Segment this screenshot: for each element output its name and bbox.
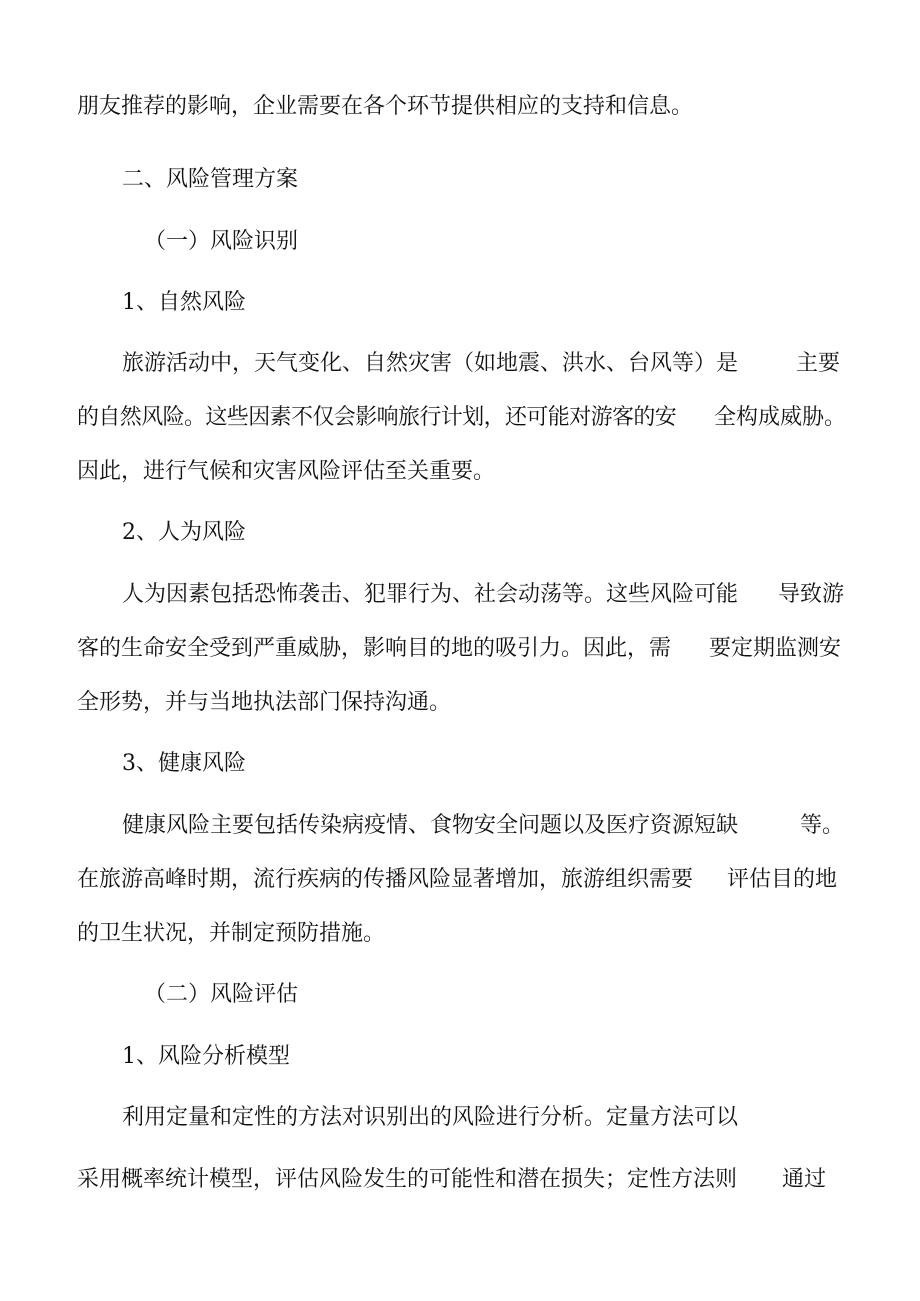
paragraph-line-tail: 导致游 [778,582,845,607]
paragraph-line: 朋友推荐的影响，企业需要在各个环节提供相应的支持和信息。 [77,94,694,119]
paragraph-line-tail: 通过 [782,1167,827,1192]
subsection-heading: （二）风险评估 [144,982,299,1007]
subsection-heading: （一）风险识别 [144,229,299,254]
paragraph-line: 客的生命安全受到严重威胁，影响目的地的吸引力。因此，需 [77,636,672,661]
paragraph-line-tail: 全构成威胁。 [714,405,847,430]
paragraph-line: 利用定量和定性的方法对识别出的风险进行分析。定量方法可以 [122,1105,739,1130]
paragraph-line: 采用概率统计模型，评估风险发生的可能性和潜在损失；定性方法则 [77,1167,738,1192]
paragraph-line: 旅游活动中，天气变化、自然灾害（如地震、洪水、台风等）是 [122,351,739,376]
paragraph-line: 人为因素包括恐怖袭击、犯罪行为、社会动荡等。这些风险可能 [122,582,739,607]
paragraph-line-tail: 要定期监测安 [709,636,842,661]
section-heading: 二、风险管理方案 [122,167,299,192]
paragraph-line: 因此，进行气候和灾害风险评估至关重要。 [77,459,496,484]
paragraph-line: 的自然风险。这些因素不仅会影响旅行计划，还可能对游客的安 [77,405,677,430]
paragraph-line: 在旅游高峰时期，流行疾病的传播风险显著增加，旅游组织需要 [77,867,694,892]
item-heading: 2、人为风险 [122,520,246,545]
paragraph-line-tail: 主要 [796,351,841,376]
paragraph-line-tail: 等。 [800,813,845,838]
paragraph-line: 健康风险主要包括传染病疫情、食物安全问题以及医疗资源短缺 [122,813,739,838]
item-heading: 1、风险分析模型 [122,1044,290,1069]
item-heading: 1、自然风险 [122,290,246,315]
paragraph-line: 的卫生状况，并制定预防措施。 [77,921,386,946]
paragraph-line-tail: 评估目的地 [727,867,838,892]
item-heading: 3、健康风险 [122,751,246,776]
paragraph-line: 全形势，并与当地执法部门保持沟通。 [77,690,452,715]
